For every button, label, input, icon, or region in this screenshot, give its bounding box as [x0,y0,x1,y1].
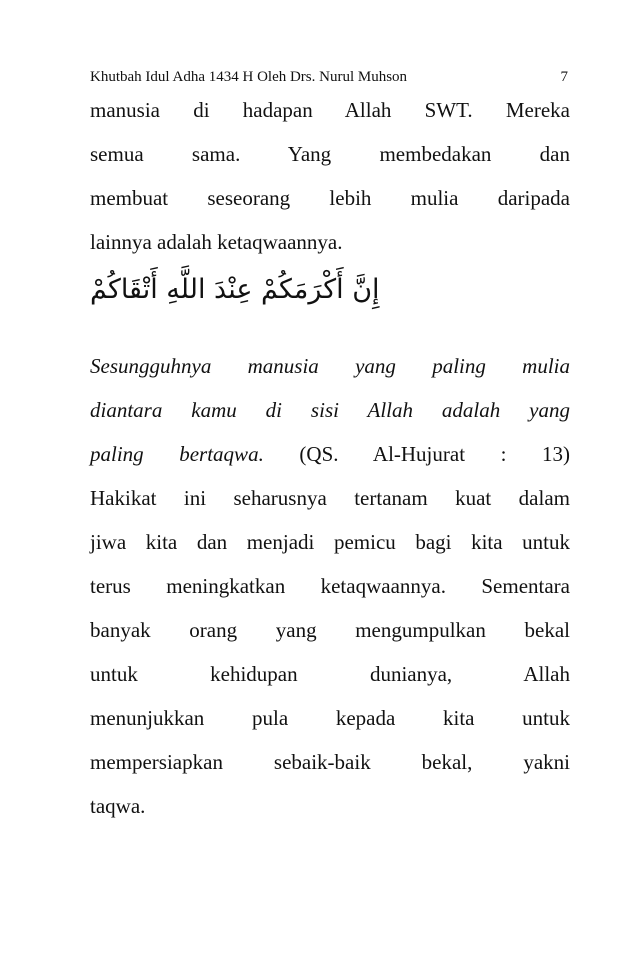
text-line: manusia di hadapan Allah SWT. Mereka [90,98,570,122]
translation-text: paling bertaqwa. [90,442,264,466]
text-line: banyak orang yang mengumpulkan bekal [90,618,570,642]
translation-line: diantara kamu di sisi Allah adalah yang [90,398,570,422]
paragraph-intro [90,97,570,273]
text-line: semua sama. Yang membedakan dan [90,142,570,166]
text-line: taqwa. [90,794,146,818]
text-line: Hakikat ini seharusnya tertanam kuat dalam [90,486,570,510]
header-title: Khutbah Idul Adha 1434 H Oleh Drs. Nurul Muhson [90,69,408,85]
text-line: terus meningkatkan ketaqwaannya. Sementara [90,574,570,598]
text-line: menunjukkan pula kepada kita untuk [90,706,570,730]
paragraph-translation-body [90,353,570,837]
arabic-verse: إِنَّ أَكْرَمَكُمْ عِنْدَ اللَّهِ أَتْقَاكُمْ [90,274,380,305]
verse-citation: (QS. Al-Hujurat : 13) [299,442,571,466]
text-line: jiwa kita dan menjadi pemicu bagi kita untuk [90,530,570,554]
translation-line-with-citation [90,441,570,485]
translation-line: Sesungguhnya manusia yang paling mulia [90,354,570,378]
page-number: 7 [560,69,568,85]
text-line: membuat seseorang lebih mulia daripada [90,186,570,210]
text-line: untuk kehidupan dunianya, Allah [90,662,570,686]
text-line: mempersiapkan sebaik-baik bekal, yakni [90,750,570,774]
text-line: lainnya adalah ketaqwaannya. [90,230,343,254]
